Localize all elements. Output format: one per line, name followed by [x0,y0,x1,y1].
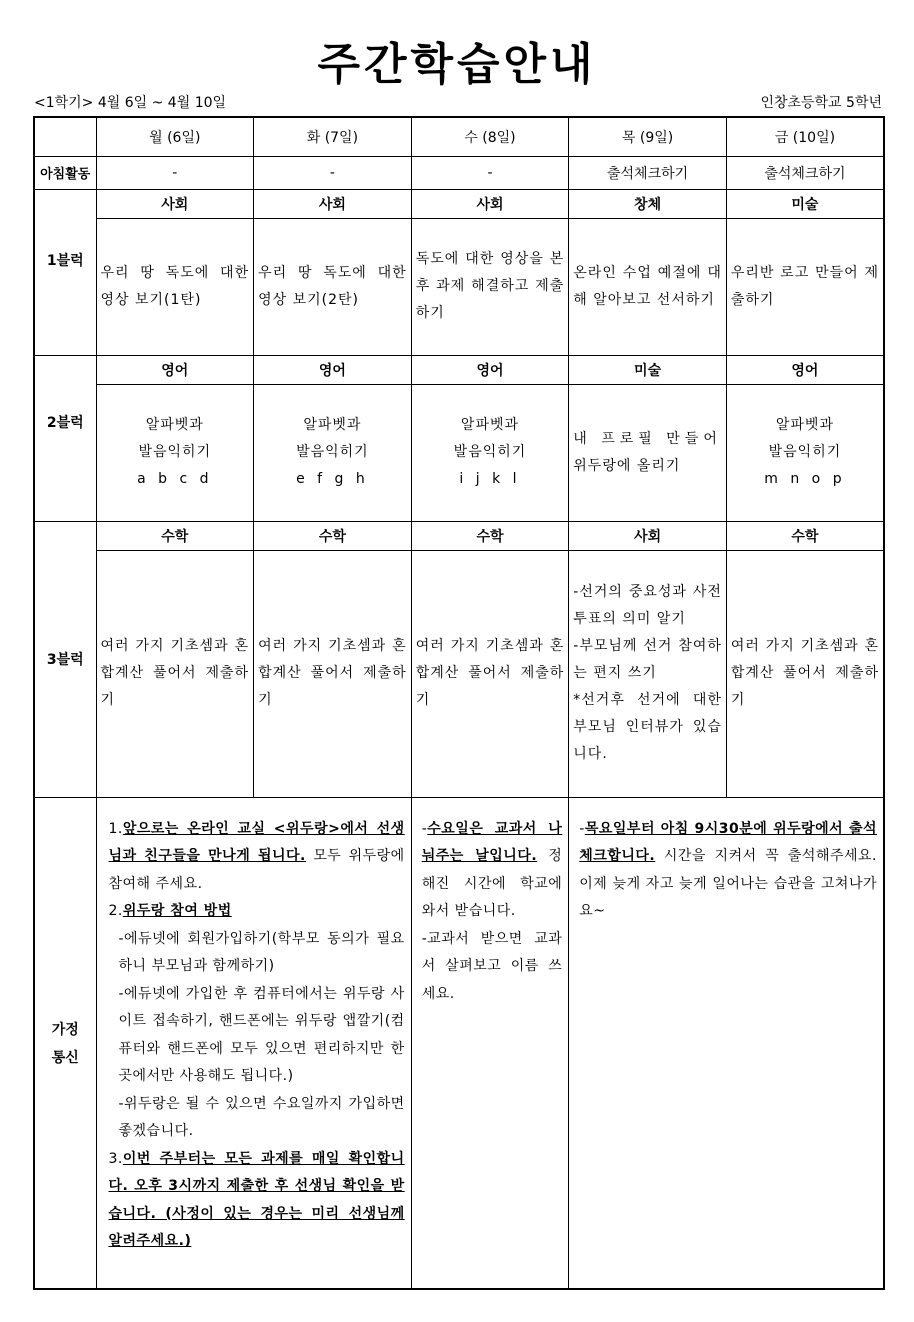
activity-line: 발음익히기 [768,444,842,461]
subject-cell: 영어 [96,355,254,384]
block1-label: 1블럭 [34,189,96,355]
morning-label: 아침활동 [34,157,96,189]
notice-paragraph: -목요일부터 아침 9시30분에 위두랑에서 출석 체크합니다. 시간을 지켜서 꼭 출석해주세요. 이제 늦게 자고 늦게 일어나는 습관을 고쳐나가요~ [579,820,877,920]
activity-cell [569,551,727,798]
activity-cell: 우리 땅 독도에 대한 영상 보기(2탄) [254,218,412,355]
activity-cell [96,384,254,521]
day-thu: 목 (9일) [569,117,727,157]
day-fri: 금 (10일) [726,117,884,157]
activity-line: 알파벳과 [460,417,520,434]
home-notice-row [34,797,884,1289]
morning-cell: 출석체크하기 [726,157,884,189]
morning-cell: 출석체크하기 [569,157,727,189]
home-notice-label [34,797,96,1289]
activity-line: i j k l [459,471,521,488]
activity-line: 알파벳과 [303,417,362,434]
home-label-line2: 통신 [51,1049,79,1066]
block2-subject-row [34,355,884,384]
block1-activity-row [34,218,884,355]
page-title: 주간학습안내 [317,39,597,90]
activity-cell [569,384,727,521]
notice-right [569,797,884,1289]
notice-paragraph: 2.위두랑 참여 방법 [108,903,232,920]
notice-item: -위두랑은 될 수 있으면 수요일까지 가입하면 좋겠습니다. [118,1095,405,1140]
notice-item: -에듀넷에 회원가입하기(학부모 동의가 필요하니 부모님과 함께하기) [118,930,405,975]
day-wed: 수 (8일) [411,117,569,157]
block3-label: 3블럭 [34,521,96,797]
activity-line: *선거후 선거에 대한 부모님 인터뷰가 있습니다. [573,692,722,763]
subject-cell: 사회 [569,521,727,550]
activity-line: 알파벳과 [775,417,834,434]
notice-item: -교과서 받으면 교과서 살펴보고 이름 쓰세요. [421,930,563,1002]
notice-paragraph: 1.앞으로는 온라인 교실 <위두랑>에서 선생님과 친구들을 만나게 됩니다. 모두 위두랑에 참여해 주세요. [108,820,405,892]
activity-cell: 여러 가지 기초셈과 혼합계산 풀어서 제출하기 [96,551,254,798]
activity-cell [411,384,569,521]
activity-line: e f g h [296,471,369,488]
activity-line: -선거의 중요성과 사전 투표의 의미 알기 [573,584,722,628]
subject-cell: 미술 [726,189,884,218]
period-label: <1학기> 4월 6일 ~ 4월 10일 [34,95,227,111]
notice-middle [411,797,569,1289]
block3-activity-row [34,551,884,798]
notice-paragraph: 3.이번 주부터는 모든 과제를 매일 확인합니다. 오후 3시까지 제출한 후 선생님 확인을 받습니다. (사정이 있는 경우는 미리 선생님께 알려주세요.) [108,1150,405,1250]
home-label-line1: 가정 [51,1021,79,1038]
morning-cell: - [96,157,254,189]
activity-line: a b c d [137,471,213,488]
day-header-row [34,117,884,157]
activity-line: 발음익히기 [296,444,369,461]
block1-subject-row [34,189,884,218]
activity-cell: 우리 땅 독도에 대한 영상 보기(1탄) [96,218,254,355]
day-tue: 화 (7일) [254,117,412,157]
school-label: 인창초등학교 5학년 [760,95,882,111]
subject-cell: 수학 [254,521,412,550]
morning-row [34,157,884,189]
activity-line: -부모님께 선거 참여하는 편지 쓰기 [573,638,722,682]
block2-activity-row [34,384,884,521]
activity-cell: 여러 가지 기초셈과 혼합계산 풀어서 제출하기 [411,551,569,798]
corner-cell [34,117,96,157]
activity-cell: 여러 가지 기초셈과 혼합계산 풀어서 제출하기 [254,551,412,798]
subject-cell: 미술 [569,355,727,384]
notice-paragraph: -수요일은 교과서 나눠주는 날입니다. 정해진 시간에 학교에 와서 받습니다. [421,820,563,920]
subject-cell: 수학 [726,521,884,550]
subject-cell: 영어 [411,355,569,384]
activity-cell: 여러 가지 기초셈과 혼합계산 풀어서 제출하기 [726,551,884,798]
activity-cell: 우리반 로고 만들어 제출하기 [726,218,884,355]
block3-subject-row [34,521,884,550]
activity-cell: 온라인 수업 예절에 대해 알아보고 선서하기 [569,218,727,355]
activity-line: m n o p [764,471,846,488]
activity-line: 발음익히기 [138,444,212,461]
morning-cell: - [254,157,412,189]
activity-cell [254,384,412,521]
subject-cell: 영어 [726,355,884,384]
subject-cell: 사회 [254,189,412,218]
activity-line: 내 프로필 만들어 [573,430,722,447]
activity-cell [726,384,884,521]
weekly-schedule-table [33,116,885,1290]
activity-cell: 독도에 대한 영상을 본 후 과제 해결하고 제출하기 [411,218,569,355]
notice-left [96,797,411,1289]
subject-cell: 사회 [96,189,254,218]
block2-label: 2블럭 [34,355,96,521]
activity-line: 발음익히기 [453,444,527,461]
morning-cell: - [411,157,569,189]
subject-cell: 수학 [411,521,569,550]
notice-item: -에듀넷에 가입한 후 컴퓨터에서는 위두랑 사이트 접속하기, 핸드폰에는 위두랑 앱깔기(컴퓨터와 핸드폰에 모두 있으면 편리하지만 한 곳에서만 사용해도 됩니다.) [118,985,405,1085]
subject-cell: 창체 [569,189,727,218]
subject-cell: 영어 [254,355,412,384]
activity-line: 알파벳과 [145,417,204,434]
activity-line: 위두랑에 올리기 [573,457,681,474]
day-mon: 월 (6일) [96,117,254,157]
subject-cell: 수학 [96,521,254,550]
subject-cell: 사회 [411,189,569,218]
